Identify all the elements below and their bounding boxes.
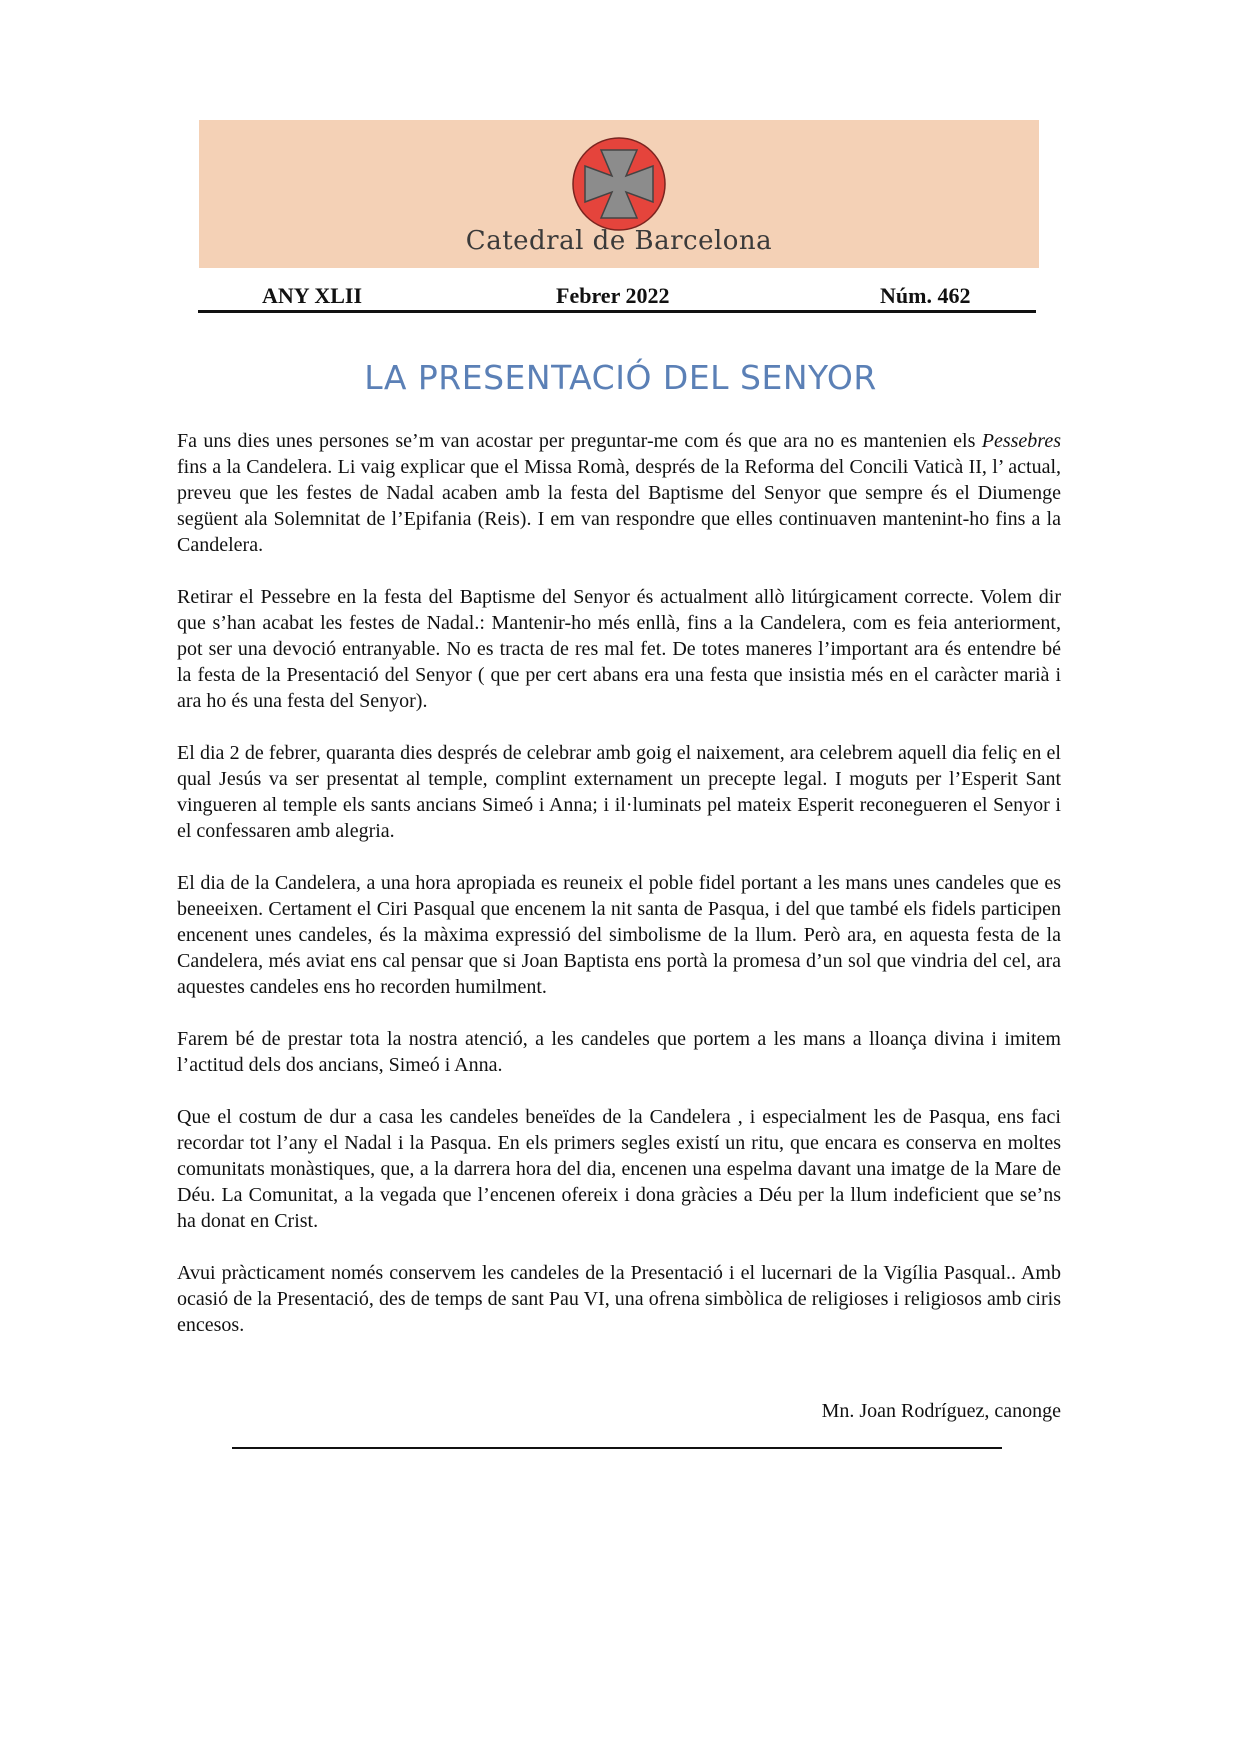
paragraph-1-end: fins a la Candelera. Li vaig explicar que el Missa Romà, després de la Reforma del Concili Vaticà II, l’ actual, preveu que les festes de Nadal acaben amb la festa del Baptisme del Senyor que sempre és el Diumenge següent ala Solemnitat de l’Epifania (Reis). I em van respondre que elles continuaven mantenint-ho fins a la Candelera. — [177, 456, 1061, 556]
issue-date: Febrer 2022 — [556, 283, 670, 308]
article-body — [177, 428, 1061, 1364]
issue-number: Núm. 462 — [880, 283, 971, 308]
article-title: LA PRESENTACIÓ DEL SENYOR — [364, 358, 877, 397]
paragraph-5: Farem bé de prestar tota la nostra atenció, a les candeles que portem a les mans a lloança divina i imitem l’actitud dels dos ancians, Simeó i Anna. — [177, 1028, 1061, 1076]
paragraph-4: El dia de la Candelera, a una hora apropiada es reuneix el poble fidel portant a les mans unes candeles que es beneeixen. Certament el Ciri Pasqual que encenem la nit santa de Pasqua, i del que també els fidels participen encenent unes candeles, és la màxima expressió del simbolisme de la llum. Però ara, en aquesta festa de la Candelera, més aviat ens cal pensar que si Joan Baptista ens portà la promesa d’un sol que vindria del cel, ara aquestes candeles ens ho recorden humilment. — [177, 872, 1061, 998]
paragraph-2: Retirar el Pessebre en la festa del Baptisme del Senyor és actualment allò litúrgicament correcte. Volem dir que s’han acabat les festes de Nadal.: Mantenir-ho més enllà, fins a la Candelera, com es feia anteriorment, pot ser una devoció entranyable. No es tracta de res mal fet. De totes maneres l’important ara és entendre bé la festa de la Presentació del Senyor ( que per cert abans era una festa que insistia més en el caràcter marià i ara ho és una festa del Senyor). — [177, 586, 1061, 712]
paragraph-1-start: Fa uns dies unes persones se’m van acostar per preguntar-me com és que ara no es mantenien els — [177, 430, 982, 452]
paragraph-7: Avui pràcticament només conservem les candeles de la Presentació i el lucernari de la Vigília Pasqual.. Amb ocasió de la Presentació, des de temps de sant Pau VI, una ofrena simbòlica de religioses i religiosos amb ciris encesos. — [177, 1262, 1061, 1336]
masthead-title: Catedral de Barcelona — [465, 226, 773, 256]
closing-rule — [232, 1447, 1002, 1449]
paragraph-6: Que el costum de dur a casa les candeles beneïdes de la Candelera , i especialment les de Pasqua, ens faci recordar tot l’any el Nadal i la Pasqua. En els primers segles existí un ritu, que encara es conserva en moltes comunitats monàstiques, que, a la darrera hora del dia, encenen una espelma davant una imatge de la Mare de Déu. La Comunitat, a la vegada que l’encenen ofereix i dona gràcies a Déu per la llum indeficient que se’ns ha donat en Crist. — [177, 1106, 1061, 1232]
paragraph-1-emphasis: Pessebres — [981, 430, 1061, 452]
masthead-banner — [199, 120, 1039, 268]
issue-year: ANY XLII — [262, 283, 363, 308]
issue-info-bar — [198, 280, 1036, 313]
paragraph-1 — [177, 428, 1061, 558]
author-signature: Mn. Joan Rodríguez, canonge — [821, 1400, 1061, 1422]
red-circle-cross-icon — [571, 136, 667, 232]
paragraph-3: El dia 2 de febrer, quaranta dies després de celebrar amb goig el naixement, ara celebrem aquell dia feliç en el qual Jesús va ser presentat al temple, complint externament un precepte legal. I moguts per l’Esperit Sant vingueren al temple els sants ancians Simeó i Anna; i il·luminats pel mateix Esperit reconegueren el Senyor i el confessaren amb alegria. — [177, 742, 1061, 842]
